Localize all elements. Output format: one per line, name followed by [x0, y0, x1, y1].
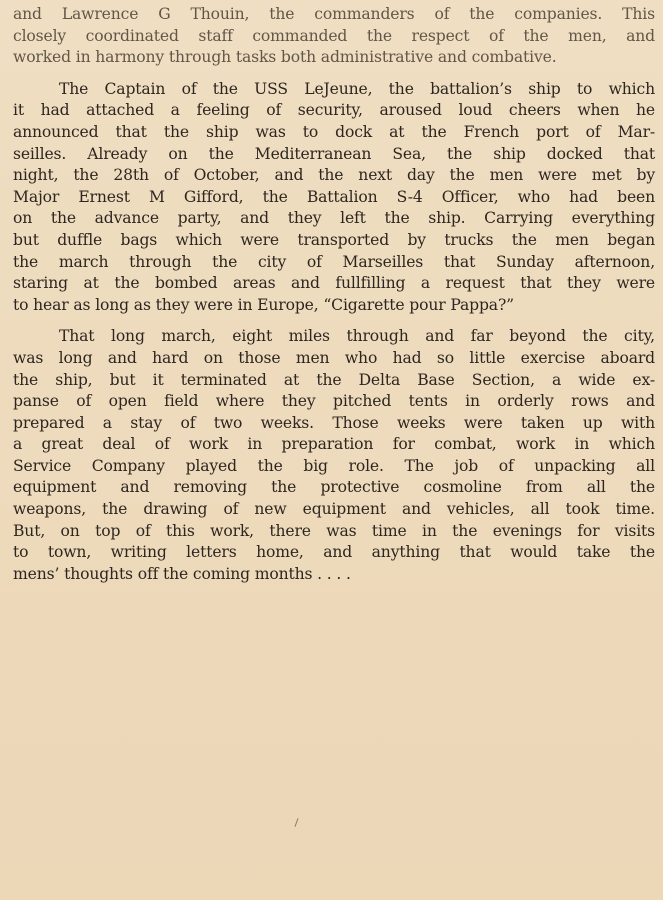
text-line: the march through the city of Marseilles that Sunday afternoon, [13, 252, 655, 271]
paragraph-marseilles [13, 79, 655, 317]
text-line: weapons, the drawing of new equipment and vehicles, all took time. [13, 500, 655, 519]
paragraph-spacer [13, 316, 655, 326]
text-line: on the advance party, and they left the ship. Carrying everything [13, 209, 655, 228]
text-line: But, on top of this work, there was time in the evenings for visits [13, 521, 655, 540]
text-line: but duffle bags which were transported by trucks the men began [13, 230, 655, 249]
paragraph-spacer [13, 69, 655, 79]
text-line: the ship, but it terminated at the Delta Base Section, a wide ex- [13, 370, 655, 389]
text-line: worked in harmony through tasks both administrative and combative. [13, 48, 557, 67]
text-line: it had attached a feeling of security, aroused loud cheers when he [13, 101, 655, 120]
body-text [13, 4, 655, 585]
text-line: a great deal of work in preparation for combat, work in which [13, 435, 655, 454]
text-line: The Captain of the USS LeJeune, the battalion’s ship to which [59, 79, 655, 98]
text-line: prepared a stay of two weeks. Those weeks were taken up with [13, 413, 655, 432]
text-line: staring at the bombed areas and fullfilling a request that they were [13, 274, 655, 293]
text-line: Service Company played the big role. The job of unpacking all [13, 456, 655, 475]
text-line: equipment and removing the protective cosmoline from all the [13, 478, 655, 497]
text-line: seilles. Already on the Mediterranean Sea, the ship docked that [13, 144, 655, 163]
text-line: Major Ernest M Gifford, the Battalion S-4 Officer, who had been [13, 187, 655, 206]
text-line: was long and hard on those men who had so little exercise aboard [13, 348, 655, 367]
text-line: mens’ thoughts off the coming months . . . . [13, 564, 351, 583]
text-line: That long march, eight miles through and far beyond the city, [59, 327, 655, 346]
paragraph-staff [13, 4, 655, 69]
paper-speck [294, 818, 298, 827]
text-line: panse of open field where they pitched tents in orderly rows and [13, 392, 655, 411]
text-line: night, the 28th of October, and the next day the men were met by [13, 166, 655, 185]
text-line: and Lawrence G Thouin, the commanders of the companies. This [13, 5, 655, 23]
text-line: closely coordinated staff commanded the respect of the men, and [13, 26, 655, 45]
paragraph-delta-base [13, 326, 655, 585]
text-line: to town, writing letters home, and anything that would take the [13, 543, 655, 562]
text-line: announced that the ship was to dock at the French port of Mar- [13, 122, 655, 141]
text-line: to hear as long as they were in Europe, “Cigarette pour Pappa?” [13, 295, 514, 314]
